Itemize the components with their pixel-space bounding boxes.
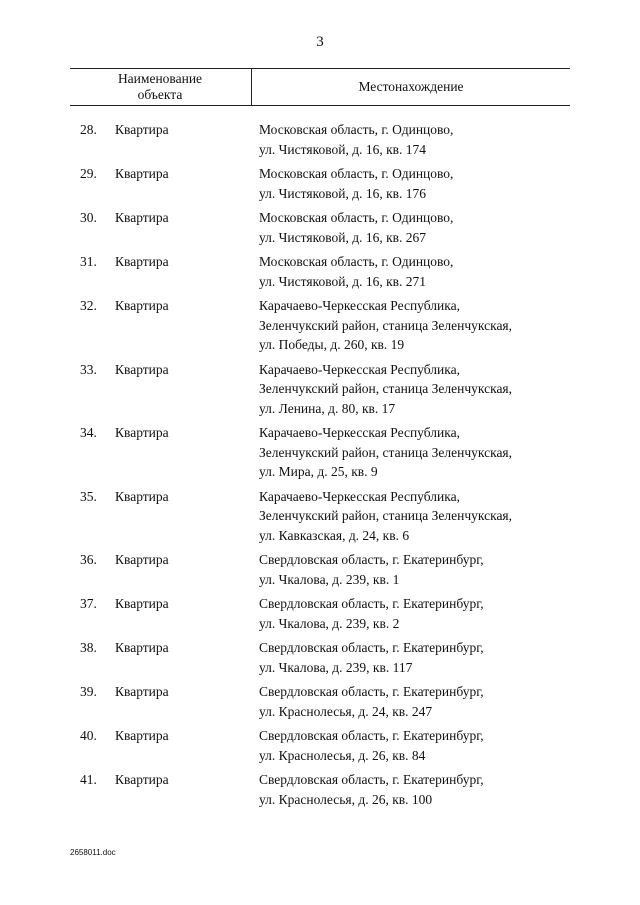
column-header-name-line1: Наименование (117, 71, 203, 86)
object-address (259, 423, 559, 482)
page-number: 3 (316, 34, 324, 50)
row-number: 38. (80, 640, 97, 655)
document-filename: 2658011.doc (70, 848, 116, 857)
object-address (259, 360, 559, 419)
address-line: Московская область, г. Одинцово, (259, 210, 454, 225)
row-number: 40. (80, 728, 97, 743)
address-line: ул. Чкалова, д. 239, кв. 1 (259, 571, 400, 587)
row-number: 37. (80, 596, 97, 611)
address-line: Московская область, г. Одинцово, (259, 254, 454, 269)
object-address (259, 638, 559, 677)
address-line: Свердловская область, г. Екатеринбург, (259, 552, 484, 567)
address-line: ул. Чистяковой, д. 16, кв. 174 (259, 141, 426, 157)
column-header-name (70, 69, 250, 105)
row-number: 31. (80, 254, 97, 269)
address-line: ул. Чистяковой, д. 16, кв. 271 (259, 273, 426, 289)
address-line: ул. Победы, д. 260, кв. 19 (259, 337, 405, 352)
address-line: ул. Чкалова, д. 239, кв. 117 (259, 659, 413, 675)
object-type: Квартира (115, 640, 169, 655)
object-type: Квартира (115, 684, 169, 699)
address-line: ул. Чистяковой, д. 16, кв. 267 (259, 229, 426, 245)
row-number: 30. (80, 210, 97, 225)
object-address (259, 682, 559, 721)
address-line: ул. Чистяковой, д. 16, кв. 176 (259, 185, 426, 201)
address-line: Зеленчукский район, станица Зеленчукская, (259, 381, 513, 396)
row-number: 34. (80, 425, 97, 440)
address-line: Московская область, г. Одинцово, (259, 166, 454, 181)
address-line: ул. Чкалова, д. 239, кв. 2 (259, 615, 400, 631)
address-line: ул. Краснолесья, д. 26, кв. 84 (259, 747, 426, 763)
address-line: Свердловская область, г. Екатеринбург, (259, 640, 484, 655)
row-number: 41. (80, 772, 97, 787)
address-line: Зеленчукский район, станица Зеленчукская, (259, 508, 513, 523)
object-address (259, 120, 559, 159)
row-number: 39. (80, 684, 97, 699)
object-type: Квартира (115, 488, 169, 504)
object-address (259, 164, 559, 203)
row-number: 32. (80, 298, 97, 313)
object-address (259, 550, 559, 589)
object-type: Квартира (115, 298, 169, 313)
row-number: 28. (80, 122, 97, 137)
object-address (259, 252, 559, 291)
row-number: 35. (80, 488, 97, 504)
object-type: Квартира (115, 361, 169, 377)
address-line: Свердловская область, г. Екатеринбург, (259, 596, 484, 611)
row-number: 33. (80, 361, 97, 377)
object-address (259, 594, 559, 633)
address-line: ул. Мира, д. 25, кв. 9 (259, 464, 378, 479)
address-line: ул. Кавказская, д. 24, кв. 6 (259, 527, 410, 543)
address-line: Зеленчукский район, станица Зеленчукская, (259, 317, 513, 333)
object-type: Квартира (115, 728, 169, 743)
object-address (259, 770, 559, 809)
object-address (259, 208, 559, 247)
address-line: ул. Ленина, д. 80, кв. 17 (259, 400, 396, 416)
address-line: Карачаево-Черкесская Республика, (259, 488, 460, 504)
column-header-name-line2: объекта (137, 87, 183, 102)
object-type: Квартира (115, 425, 169, 440)
object-address (259, 726, 559, 765)
object-type: Квартира (115, 210, 169, 225)
object-type: Квартира (115, 772, 169, 787)
object-type: Квартира (115, 596, 169, 611)
address-line: Карачаево-Черкесская Республика, (259, 425, 460, 440)
address-line: Карачаево-Черкесская Республика, (259, 361, 460, 377)
object-address (259, 296, 559, 355)
address-line: Свердловская область, г. Екатеринбург, (259, 772, 484, 787)
object-type: Квартира (115, 552, 169, 567)
object-type: Квартира (115, 122, 169, 137)
address-line: ул. Краснолесья, д. 26, кв. 100 (259, 791, 433, 807)
object-type: Квартира (115, 166, 169, 181)
address-line: ул. Краснолесья, д. 24, кв. 247 (259, 703, 433, 719)
address-line: Зеленчукский район, станица Зеленчукская, (259, 444, 513, 460)
address-line: Свердловская область, г. Екатеринбург, (259, 684, 484, 699)
row-number: 29. (80, 166, 97, 181)
object-address (259, 487, 559, 546)
table-header (70, 68, 570, 106)
address-line: Свердловская область, г. Екатеринбург, (259, 728, 484, 743)
address-line: Карачаево-Черкесская Республика, (259, 298, 460, 313)
column-header-location: Местонахождение (358, 79, 464, 94)
row-number: 36. (80, 552, 97, 567)
address-line: Московская область, г. Одинцово, (259, 122, 454, 137)
object-type: Квартира (115, 254, 169, 269)
